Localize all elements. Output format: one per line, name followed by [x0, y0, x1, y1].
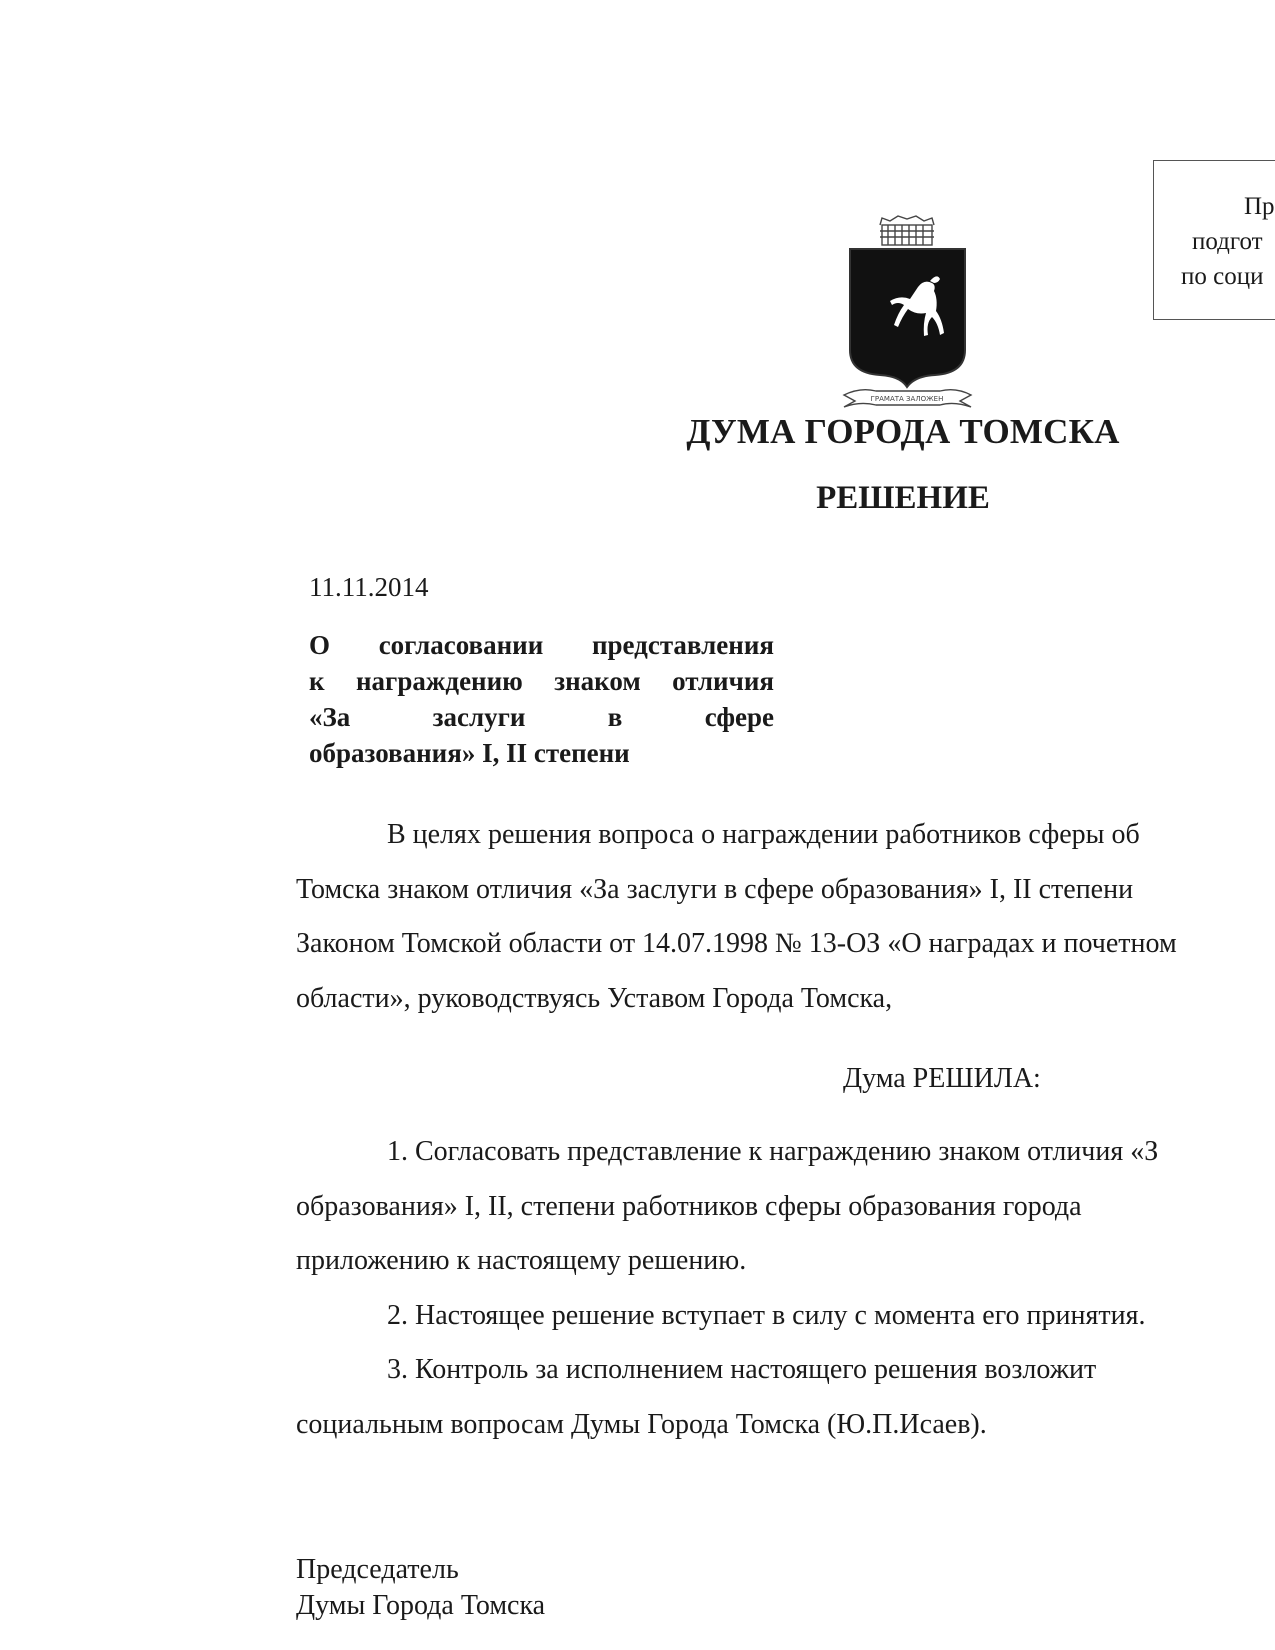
item-3-line: социальным вопросам Думы Города Томска (Ю.П.Исаев). — [296, 1408, 987, 1440]
signature-title: Председатель — [296, 1554, 459, 1585]
ribbon-text: ГРАМАТА ЗАЛОЖЕН — [870, 395, 944, 403]
preamble-line: В целях решения вопроса о награждении работников сферы об — [387, 819, 1140, 850]
subject-line: к награждению знаком отличия — [309, 666, 774, 696]
stamp-line-1: Пр — [1244, 193, 1275, 220]
decision-heading: Дума РЕШИЛА: — [843, 1063, 1041, 1094]
preamble-line: Томска знаком отличия «За заслуги в сфере образования» I, II степени — [296, 873, 1134, 905]
preamble-line: области», руководствуясь Уставом Города Томска, — [296, 982, 893, 1014]
subject-line: «За заслуги в сфере — [309, 702, 774, 732]
subject-line: образования» I, II степени — [309, 738, 630, 768]
coat-of-arms-icon — [840, 215, 975, 415]
item-2-line: 2. Настоящее решение вступает в силу с момента его принятия. — [387, 1299, 1146, 1331]
document-subject — [309, 627, 774, 771]
signature-organization: Думы Города Томска — [296, 1590, 546, 1621]
preamble-line: Законом Томской области от 14.07.1998 № 13-ОЗ «О наградах и почетном — [296, 928, 1177, 959]
decision-items — [296, 1125, 1275, 1452]
item-1-line: приложению к настоящему решению. — [296, 1245, 747, 1276]
approval-stamp-box — [1153, 160, 1275, 320]
item-1-line: образования» I, II, степени работников сферы образования города — [296, 1190, 1082, 1222]
subject-line: О согласовании представления — [309, 630, 774, 660]
preamble-paragraph — [296, 808, 1275, 1026]
document-type-title: РЕШЕНИЕ — [816, 480, 990, 516]
stamp-line-3: по соци — [1181, 263, 1264, 290]
document-date: 11.11.2014 — [309, 572, 429, 602]
stamp-line-2: подгот — [1192, 228, 1263, 255]
item-3-line: 3. Контроль за исполнением настоящего решения возложит — [387, 1354, 1097, 1385]
organization-name: ДУМА ГОРОДА ТОМСКА — [686, 412, 1120, 451]
item-1-line: 1. Согласовать представление к награждению знаком отличия «З — [387, 1136, 1159, 1167]
signature-block — [296, 1552, 545, 1624]
